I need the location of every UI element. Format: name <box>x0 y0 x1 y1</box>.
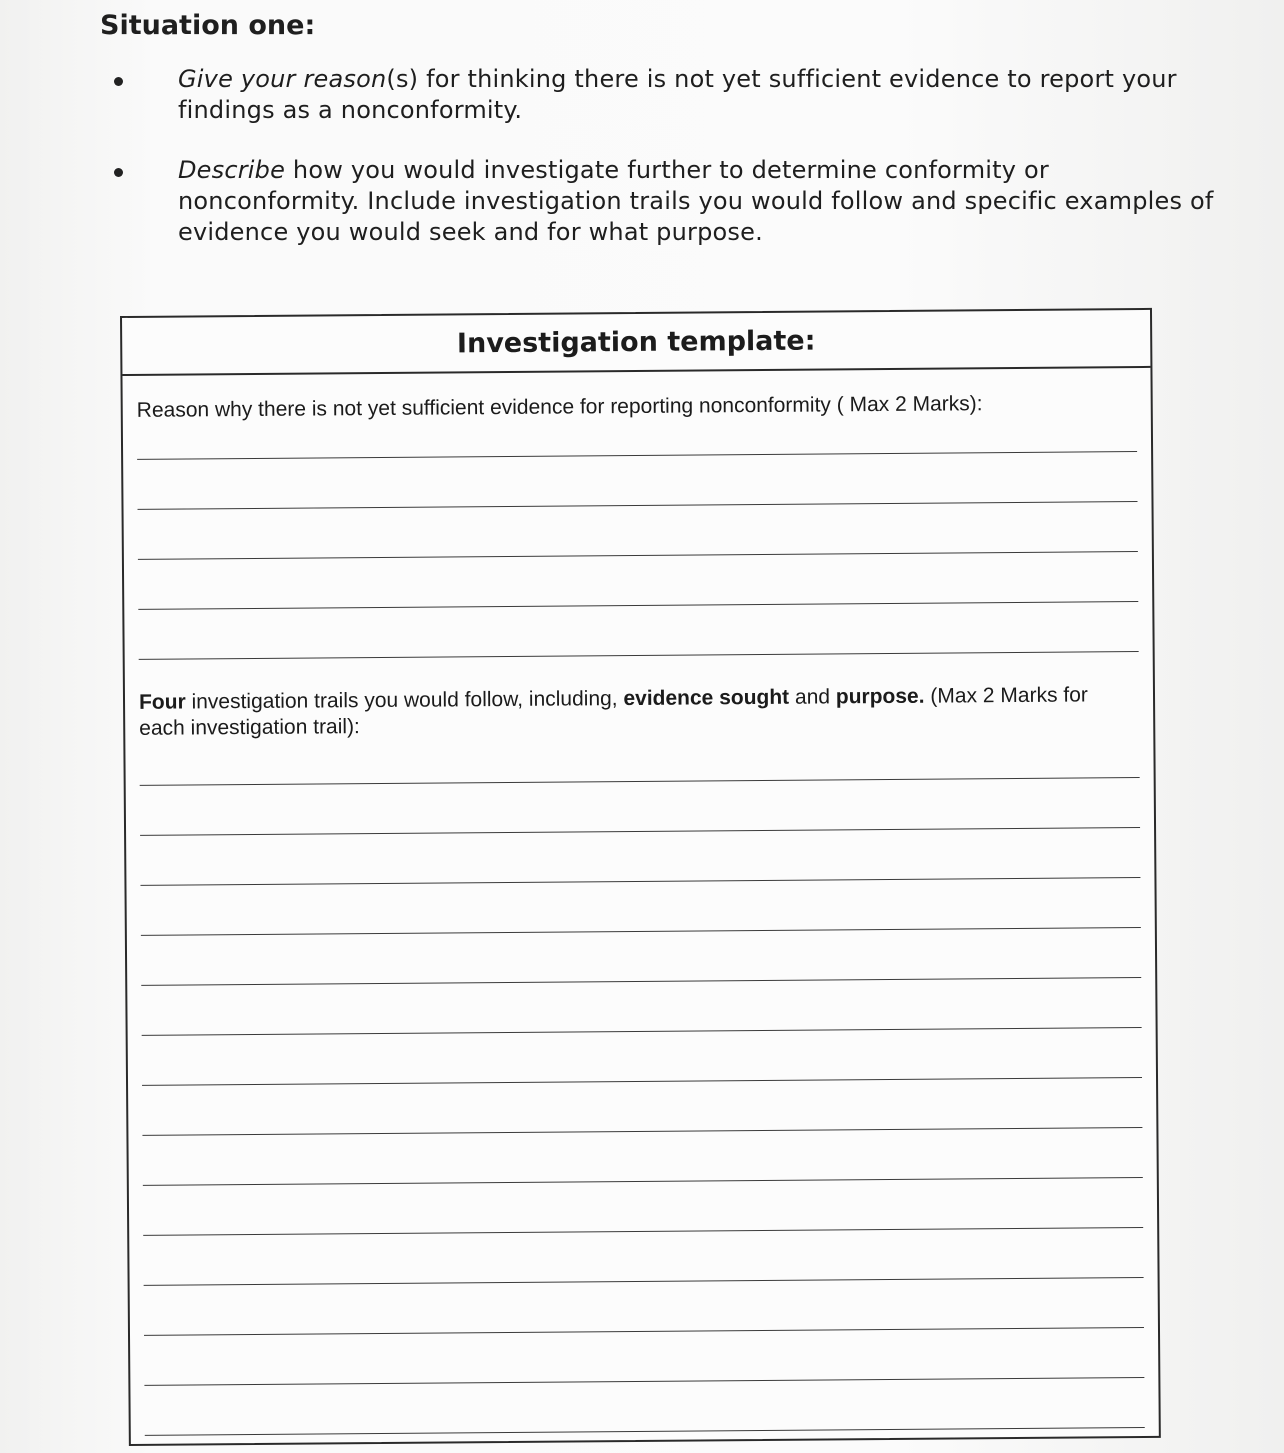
instruction-list <box>110 64 1230 248</box>
trail-answer-line[interactable] <box>139 735 1139 786</box>
trails-label-text: investigation trails you would follow, including, <box>185 687 624 714</box>
reason-answer-line[interactable] <box>138 553 1138 610</box>
trail-answer-line[interactable] <box>142 1129 1142 1186</box>
situation-heading: Situation one: <box>100 10 316 41</box>
trail-answer-line[interactable] <box>141 979 1141 1036</box>
reason-answer-line[interactable] <box>138 603 1138 660</box>
trails-label-bold-purpose: purpose. <box>835 684 925 709</box>
trail-answer-line[interactable] <box>143 1229 1143 1286</box>
reason-answer-line[interactable] <box>137 453 1137 510</box>
instruction-text: how you would investigate further to determine conformity or nonconformity. Include investigation trails you would follow and specific examples of evidence you would seek and for what purpose. <box>178 156 1214 246</box>
bullet-dot-icon <box>114 168 123 177</box>
trails-section-label <box>125 682 1153 742</box>
trail-answer-line[interactable] <box>143 1179 1143 1236</box>
trails-label-bold-four: Four <box>138 690 186 714</box>
trail-answer-line[interactable] <box>144 1279 1144 1336</box>
trail-answer-line[interactable] <box>140 879 1140 936</box>
investigation-template <box>120 308 1161 1446</box>
reason-answer-lines[interactable] <box>123 417 1153 660</box>
trail-answer-line[interactable] <box>140 779 1140 836</box>
instruction-emphasis: Describe <box>178 156 286 184</box>
reason-section-label: Reason why there is not yet sufficient evidence for reporting nonconformity ( Max 2 Marks): <box>136 392 983 422</box>
trail-answer-line[interactable] <box>144 1329 1144 1386</box>
instruction-emphasis: Give your reason <box>178 65 387 93</box>
instruction-item-describe <box>110 155 1230 248</box>
bullet-dot-icon <box>114 77 123 86</box>
template-title: Investigation template: <box>122 310 1150 376</box>
trail-answer-line[interactable] <box>140 829 1140 886</box>
trails-answer-lines[interactable] <box>125 735 1158 1436</box>
trail-answer-line[interactable] <box>144 1379 1144 1436</box>
trails-label-bold-evidence: evidence sought <box>623 685 790 711</box>
trail-answer-line[interactable] <box>142 1029 1142 1086</box>
instruction-item-reason <box>110 64 1230 126</box>
trails-label-text: and <box>789 685 836 709</box>
trail-answer-line[interactable] <box>142 1079 1142 1136</box>
trails-label-text: (Max 2 Marks for each investigation trail): <box>139 683 1088 740</box>
reason-answer-line[interactable] <box>138 503 1138 560</box>
instruction-text: (s) for thinking there is not yet sufficient evidence to report your findings as a nonconformity. <box>178 65 1177 124</box>
trail-answer-line[interactable] <box>141 929 1141 986</box>
